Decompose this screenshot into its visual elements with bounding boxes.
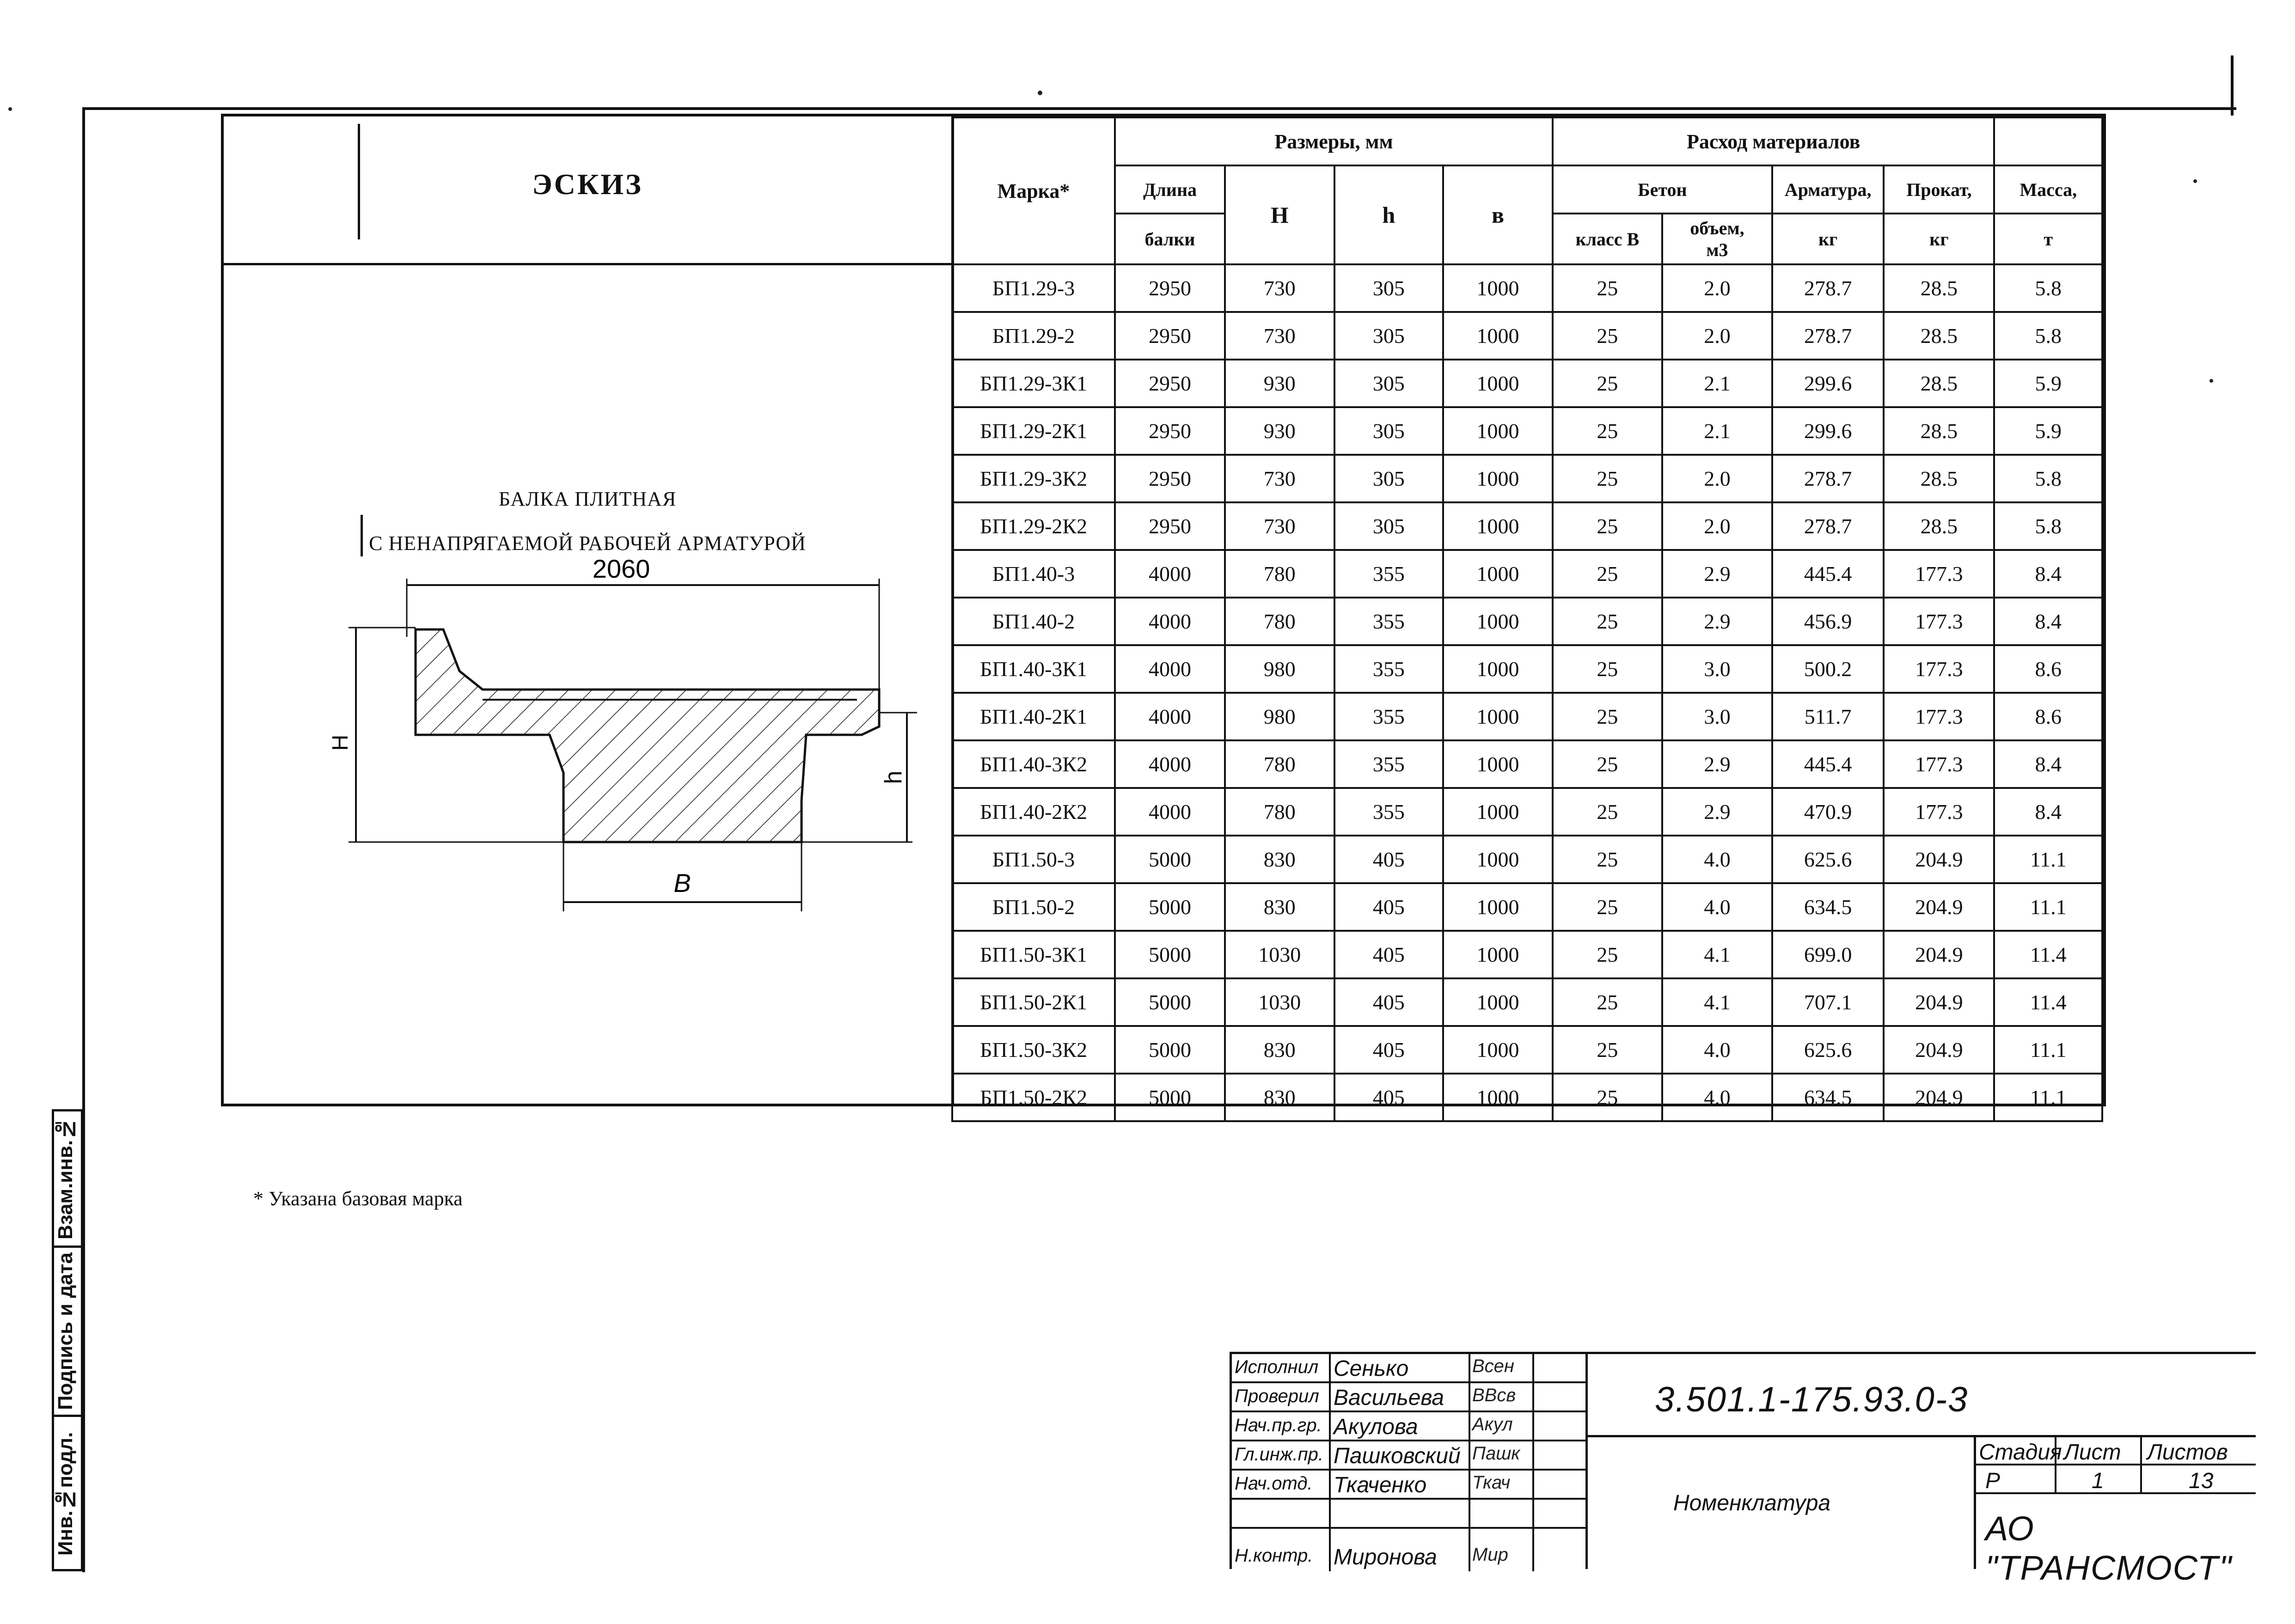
tb-divider-4 [1585, 1352, 1588, 1569]
beam-title-line1: БАЛКА ПЛИТНАЯ [498, 488, 677, 510]
cell-h: 405 [1334, 883, 1444, 931]
cell-length: 2950 [1115, 264, 1225, 312]
cell-mark: БП1.50-2К1 [952, 978, 1115, 1026]
cell-mass: 11.4 [1994, 931, 2102, 978]
frame-top-line [82, 107, 2236, 110]
table-row [952, 1026, 2102, 1074]
table-row [952, 312, 2102, 360]
scan-speck [8, 107, 12, 111]
cell-h: 305 [1334, 312, 1444, 360]
cell-armature: 299.6 [1772, 407, 1884, 455]
cell-mass: 5.8 [1994, 264, 2102, 312]
cell-H: 980 [1225, 693, 1334, 740]
cell-h: 355 [1334, 550, 1444, 598]
table-row [952, 407, 2102, 455]
col-length-header-2: балки [1115, 214, 1225, 264]
cell-h: 405 [1334, 931, 1444, 978]
cell-class: 25 [1553, 645, 1662, 693]
cell-B: 1000 [1443, 1074, 1553, 1121]
stage-label: Стадия [1979, 1440, 2062, 1465]
cell-length: 5000 [1115, 1026, 1225, 1074]
table-row [952, 740, 2102, 788]
title-block-row [1232, 1412, 1588, 1441]
cell-volume: 4.0 [1662, 836, 1772, 883]
cell-h: 305 [1334, 360, 1444, 407]
cell-length: 2950 [1115, 407, 1225, 455]
tb-role: Нач.пр.гр. [1235, 1415, 1322, 1435]
cell-prokat: 204.9 [1884, 1074, 1994, 1121]
cell-B: 1000 [1443, 883, 1553, 931]
cell-prokat: 28.5 [1884, 312, 1994, 360]
cell-h: 305 [1334, 264, 1444, 312]
cell-class: 25 [1553, 931, 1662, 978]
col-arm-header-1: Арматура, [1772, 165, 1884, 214]
cell-volume: 4.0 [1662, 1026, 1772, 1074]
tb-role: Проверил [1235, 1386, 1319, 1406]
cell-mark: БП1.50-3 [952, 836, 1115, 883]
cell-mark: БП1.50-2 [952, 883, 1115, 931]
cell-B: 1000 [1443, 931, 1553, 978]
frame-right-tick [2231, 55, 2234, 116]
cell-mass: 5.9 [1994, 407, 2102, 455]
cell-B: 1000 [1443, 598, 1553, 645]
cell-armature: 511.7 [1772, 693, 1884, 740]
cell-B: 1000 [1443, 407, 1553, 455]
tb-signature: ВВсв [1472, 1385, 1516, 1405]
cell-prokat: 28.5 [1884, 360, 1994, 407]
col-H-header: Н [1225, 165, 1334, 264]
stage-value: Р [1985, 1469, 2001, 1493]
cell-armature: 500.2 [1772, 645, 1884, 693]
cell-mass: 5.9 [1994, 360, 2102, 407]
table-row [952, 693, 2102, 740]
side-sep-1 [54, 1245, 81, 1248]
cell-armature: 456.9 [1772, 598, 1884, 645]
title-block-row [1232, 1441, 1588, 1471]
footnote: * Указана базовая марка [253, 1187, 463, 1210]
table-row [952, 931, 2102, 978]
cell-mark: БП1.50-2К2 [952, 1074, 1115, 1121]
sheet-value: 1 [2092, 1469, 2104, 1493]
tb-person-name: Васильева [1334, 1386, 1444, 1410]
tb-role: Гл.инж.пр. [1235, 1444, 1323, 1465]
cell-mass: 8.6 [1994, 645, 2102, 693]
cell-volume: 2.9 [1662, 598, 1772, 645]
cell-length: 2950 [1115, 360, 1225, 407]
group-concrete-header: Бетон [1553, 165, 1772, 214]
tb-person-name: Сенько [1334, 1356, 1409, 1381]
stage-block [1974, 1435, 2256, 1587]
cell-class: 25 [1553, 883, 1662, 931]
cell-length: 5000 [1115, 1074, 1225, 1121]
cell-class: 25 [1553, 693, 1662, 740]
cell-class: 25 [1553, 978, 1662, 1026]
cell-H: 830 [1225, 836, 1334, 883]
cell-H: 730 [1225, 312, 1334, 360]
cell-volume: 2.9 [1662, 740, 1772, 788]
cell-armature: 278.7 [1772, 455, 1884, 502]
cell-H: 1030 [1225, 978, 1334, 1026]
cell-class: 25 [1553, 598, 1662, 645]
cell-mass: 8.4 [1994, 598, 2102, 645]
beam-section-sketch [224, 116, 951, 1105]
col-arm-header-2: кг [1772, 214, 1884, 264]
beam-section [416, 629, 879, 842]
cell-prokat: 177.3 [1884, 550, 1994, 598]
cell-prokat: 28.5 [1884, 407, 1994, 455]
tb-signature: Акул [1472, 1414, 1513, 1435]
cell-mark: БП1.40-3К1 [952, 645, 1115, 693]
table-row [952, 550, 2102, 598]
cell-H: 930 [1225, 407, 1334, 455]
title-block-row [1232, 1354, 1588, 1383]
cell-mark: БП1.50-3К1 [952, 931, 1115, 978]
cell-mark: БП1.29-3К1 [952, 360, 1115, 407]
cell-H: 730 [1225, 502, 1334, 550]
cell-mark: БП1.29-2К2 [952, 502, 1115, 550]
cell-mark: БП1.29-2К1 [952, 407, 1115, 455]
side-signature-date: Подпись и дата [54, 1252, 77, 1410]
cell-H: 780 [1225, 598, 1334, 645]
table-row [952, 645, 2102, 693]
cell-h: 355 [1334, 645, 1444, 693]
title-block [1230, 1352, 2256, 1587]
cell-class: 25 [1553, 740, 1662, 788]
cell-armature: 625.6 [1772, 836, 1884, 883]
cell-volume: 2.0 [1662, 312, 1772, 360]
cell-length: 4000 [1115, 693, 1225, 740]
title-block-row [1232, 1471, 1588, 1500]
cell-mark: БП1.29-3 [952, 264, 1115, 312]
cell-armature: 299.6 [1772, 360, 1884, 407]
cell-prokat: 177.3 [1884, 645, 1994, 693]
cell-prokat: 28.5 [1884, 264, 1994, 312]
cell-mark: БП1.40-3К2 [952, 740, 1115, 788]
cell-H: 830 [1225, 1026, 1334, 1074]
tb-person-name: Акулова [1334, 1415, 1418, 1439]
title-block-row [1232, 1500, 1588, 1529]
stage-line-2 [1976, 1492, 2256, 1494]
cell-B: 1000 [1443, 693, 1553, 740]
cell-volume: 3.0 [1662, 693, 1772, 740]
cell-h: 405 [1334, 836, 1444, 883]
cell-H: 730 [1225, 264, 1334, 312]
cell-mark: БП1.40-2К2 [952, 788, 1115, 836]
cell-h: 405 [1334, 978, 1444, 1026]
cell-B: 1000 [1443, 645, 1553, 693]
cell-prokat: 204.9 [1884, 978, 1994, 1026]
title-block-signatures [1230, 1352, 1585, 1569]
dim-B-label: B [673, 868, 691, 897]
cell-length: 2950 [1115, 455, 1225, 502]
cell-h: 355 [1334, 693, 1444, 740]
cell-prokat: 177.3 [1884, 740, 1994, 788]
cell-mark: БП1.40-2 [952, 598, 1115, 645]
cell-length: 5000 [1115, 978, 1225, 1026]
tb-signature: Всен [1472, 1356, 1514, 1376]
cell-H: 1030 [1225, 931, 1334, 978]
col-h-header: h [1334, 165, 1444, 264]
cell-length: 4000 [1115, 788, 1225, 836]
document-code: 3.501.1-175.93.0-3 [1655, 1380, 1969, 1419]
col-volume-header-1: объем, [1690, 218, 1744, 238]
cell-mark: БП1.29-2 [952, 312, 1115, 360]
cell-class: 25 [1553, 312, 1662, 360]
tb-signature: Мир [1472, 1545, 1508, 1565]
tb-top-line [1585, 1352, 2256, 1354]
cell-class: 25 [1553, 836, 1662, 883]
cell-B: 1000 [1443, 788, 1553, 836]
cell-H: 930 [1225, 360, 1334, 407]
cell-volume: 2.1 [1662, 360, 1772, 407]
tb-role: Н.контр. [1235, 1545, 1313, 1566]
cell-mark: БП1.40-3 [952, 550, 1115, 598]
cell-length: 5000 [1115, 931, 1225, 978]
cell-prokat: 177.3 [1884, 693, 1994, 740]
cell-H: 980 [1225, 645, 1334, 693]
cell-mass: 11.1 [1994, 1026, 2102, 1074]
cell-length: 5000 [1115, 836, 1225, 883]
dim-top-label: 2060 [592, 554, 650, 583]
tb-role: Исполнил [1235, 1357, 1319, 1377]
cell-volume: 3.0 [1662, 645, 1772, 693]
cell-volume: 2.0 [1662, 264, 1772, 312]
cell-volume: 4.0 [1662, 1074, 1772, 1121]
title-block-row [1232, 1543, 1588, 1572]
title-block-row [1232, 1383, 1588, 1412]
col-volume-header [1662, 214, 1772, 264]
cell-H: 780 [1225, 788, 1334, 836]
cell-class: 25 [1553, 788, 1662, 836]
drawing-area [221, 114, 2106, 1109]
cell-mass: 8.4 [1994, 550, 2102, 598]
cell-class: 25 [1553, 360, 1662, 407]
cell-armature: 445.4 [1772, 740, 1884, 788]
cell-mass: 5.8 [1994, 312, 2102, 360]
col-mass-header-2: т [1994, 214, 2102, 264]
side-stamp [52, 1109, 83, 1571]
cell-B: 1000 [1443, 836, 1553, 883]
scan-speck [2193, 179, 2197, 183]
table-row [952, 360, 2102, 407]
cell-prokat: 204.9 [1884, 1026, 1994, 1074]
cell-h: 305 [1334, 407, 1444, 455]
cell-volume: 2.1 [1662, 407, 1772, 455]
sheets-label: Листов [2147, 1440, 2228, 1465]
cell-class: 25 [1553, 550, 1662, 598]
scan-speck [1038, 91, 1042, 95]
document-name: Номенклатура [1673, 1491, 1831, 1515]
cell-mass: 8.6 [1994, 693, 2102, 740]
sheets-value: 13 [2189, 1469, 2214, 1493]
cell-armature: 445.4 [1772, 550, 1884, 598]
cell-volume: 4.1 [1662, 931, 1772, 978]
cell-length: 2950 [1115, 502, 1225, 550]
cell-length: 4000 [1115, 598, 1225, 645]
cell-prokat: 204.9 [1884, 883, 1994, 931]
cell-mass: 8.4 [1994, 740, 2102, 788]
cell-B: 1000 [1443, 360, 1553, 407]
cell-armature: 707.1 [1772, 978, 1884, 1026]
table-row [952, 978, 2102, 1026]
cell-mark: БП1.40-2К1 [952, 693, 1115, 740]
stage-vline-2 [2140, 1435, 2142, 1494]
cell-prokat: 204.9 [1884, 836, 1994, 883]
cell-B: 1000 [1443, 1026, 1553, 1074]
cell-mass: 11.4 [1994, 978, 2102, 1026]
tb-person-name: Пашковский [1334, 1444, 1461, 1468]
cell-armature: 278.7 [1772, 312, 1884, 360]
cell-B: 1000 [1443, 264, 1553, 312]
side-replaced-inv: Взам.инв.№ [54, 1117, 77, 1240]
group-sizes-header: Размеры, мм [1115, 117, 1553, 165]
cell-mass: 5.8 [1994, 502, 2102, 550]
tb-signature: Ткач [1472, 1472, 1511, 1493]
cell-B: 1000 [1443, 312, 1553, 360]
table-row [952, 502, 2102, 550]
cell-mass: 11.1 [1994, 1074, 2102, 1121]
beam-title-line2: С НЕНАПРЯГАЕМОЙ РАБОЧЕЙ АРМАТУРОЙ [369, 532, 806, 555]
cell-B: 1000 [1443, 978, 1553, 1026]
group-materials-header: Расход материалов [1553, 117, 1995, 165]
cell-prokat: 204.9 [1884, 931, 1994, 978]
cell-mark: БП1.29-3К2 [952, 455, 1115, 502]
cell-class: 25 [1553, 455, 1662, 502]
scan-speck [2209, 379, 2213, 383]
cell-H: 730 [1225, 455, 1334, 502]
cell-armature: 699.0 [1772, 931, 1884, 978]
table-row [952, 455, 2102, 502]
col-length-header-1: Длина [1115, 165, 1225, 214]
col-mark-header: Марка* [952, 117, 1115, 264]
cell-armature: 625.6 [1772, 1026, 1884, 1074]
cell-length: 4000 [1115, 645, 1225, 693]
dim-H-label: H [328, 734, 353, 751]
table-row [952, 836, 2102, 883]
side-sep-2 [54, 1415, 81, 1417]
cell-H: 830 [1225, 883, 1334, 931]
cell-length: 5000 [1115, 883, 1225, 931]
col-class-header: класс В [1553, 214, 1662, 264]
cell-mass: 8.4 [1994, 788, 2102, 836]
tb-person-name: Миронова [1334, 1545, 1437, 1569]
col-prokat-header-1: Прокат, [1884, 165, 1994, 214]
cell-armature: 278.7 [1772, 502, 1884, 550]
sketch-column [224, 116, 954, 1104]
cell-armature: 470.9 [1772, 788, 1884, 836]
cell-length: 2950 [1115, 312, 1225, 360]
cell-volume: 2.9 [1662, 550, 1772, 598]
cell-H: 780 [1225, 740, 1334, 788]
cell-prokat: 177.3 [1884, 598, 1994, 645]
col-mass-spacer [1994, 117, 2102, 165]
cell-mass: 11.1 [1994, 883, 2102, 931]
cell-volume: 4.0 [1662, 883, 1772, 931]
table-row [952, 264, 2102, 312]
side-inv-original: Инв.№подл. [54, 1432, 77, 1556]
cell-prokat: 177.3 [1884, 788, 1994, 836]
cell-B: 1000 [1443, 740, 1553, 788]
cell-armature: 634.5 [1772, 883, 1884, 931]
cell-h: 355 [1334, 598, 1444, 645]
cell-volume: 4.1 [1662, 978, 1772, 1026]
cell-h: 305 [1334, 455, 1444, 502]
cell-armature: 278.7 [1772, 264, 1884, 312]
col-mass-header-1: Масса, [1994, 165, 2102, 214]
sheet-label: Лист [2064, 1440, 2121, 1465]
cell-class: 25 [1553, 502, 1662, 550]
cell-volume: 2.0 [1662, 455, 1772, 502]
col-volume-header-2: м3 [1706, 239, 1728, 260]
table-row [952, 883, 2102, 931]
cell-armature: 634.5 [1772, 1074, 1884, 1121]
dim-h-label: h [880, 770, 907, 784]
cell-h: 305 [1334, 502, 1444, 550]
cell-h: 405 [1334, 1026, 1444, 1074]
tb-signature: Пашк [1472, 1443, 1520, 1464]
cell-h: 405 [1334, 1074, 1444, 1121]
specification-table [951, 116, 2103, 1122]
cell-volume: 2.0 [1662, 502, 1772, 550]
col-B-header: в [1443, 165, 1553, 264]
table-row [952, 598, 2102, 645]
cell-B: 1000 [1443, 550, 1553, 598]
cell-mass: 11.1 [1994, 836, 2102, 883]
cell-class: 25 [1553, 407, 1662, 455]
cell-mass: 5.8 [1994, 455, 2102, 502]
cell-class: 25 [1553, 1026, 1662, 1074]
cell-length: 4000 [1115, 740, 1225, 788]
cell-prokat: 28.5 [1884, 502, 1994, 550]
cell-class: 25 [1553, 264, 1662, 312]
cell-length: 4000 [1115, 550, 1225, 598]
tb-role: Нач.отд. [1235, 1473, 1313, 1494]
organization: АО "ТРАНСМОСТ" [1985, 1509, 2233, 1587]
cell-h: 355 [1334, 788, 1444, 836]
tb-person-name: Ткаченко [1334, 1473, 1427, 1497]
specification-body [952, 264, 2102, 1121]
cell-H: 780 [1225, 550, 1334, 598]
cell-h: 355 [1334, 740, 1444, 788]
col-prokat-header-2: кг [1884, 214, 1994, 264]
table-row [952, 1074, 2102, 1121]
cell-class: 25 [1553, 1074, 1662, 1121]
sketch-title: ЭСКИЗ [532, 168, 643, 201]
cell-B: 1000 [1443, 502, 1553, 550]
cell-volume: 2.9 [1662, 788, 1772, 836]
cell-H: 830 [1225, 1074, 1334, 1121]
cell-mark: БП1.50-3К2 [952, 1026, 1115, 1074]
cell-B: 1000 [1443, 455, 1553, 502]
table-row [952, 788, 2102, 836]
cell-prokat: 28.5 [1884, 455, 1994, 502]
